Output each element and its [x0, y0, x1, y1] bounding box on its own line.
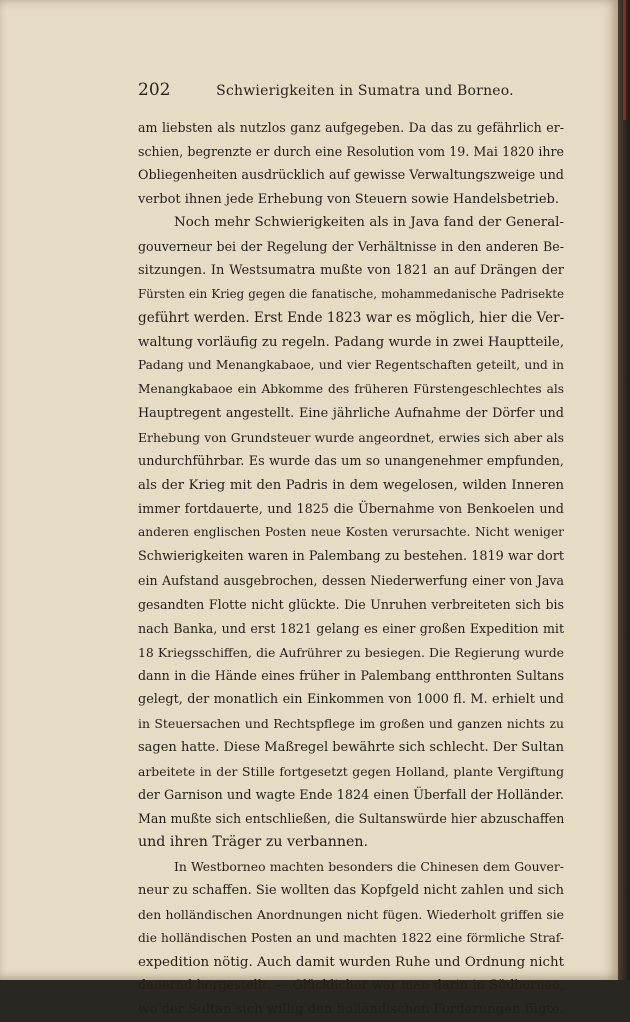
book-edge: [618, 0, 630, 980]
text-line: der Garnison und wagte Ende 1824 einen Überfall der Holländer.: [138, 787, 564, 803]
text-line: geführt werden. Erst Ende 1823 war es möglich, hier die Ver-: [138, 309, 564, 326]
text-line: Obliegenheiten ausdrücklich auf gewisse Verwaltungszweige und: [138, 167, 564, 183]
text-line: den holländischen Anordnungen nicht fügen. Wiederholt griffen sie: [138, 906, 564, 922]
text-line: Erhebung von Grundsteuer wurde angeordnet, erwies sich aber als: [138, 429, 564, 445]
text-line: verbot ihnen jede Erhebung von Steuern sowie Handelsbetrieb.: [138, 191, 559, 207]
text-line: waltung vorläufig zu regeln. Padang wurde in zwei Hauptteile,: [138, 334, 564, 350]
bookmark-ribbon: [623, 0, 626, 120]
text-line: dann in die Hände eines früher in Palembang entthronten Sultans: [138, 668, 564, 684]
text-line: arbeitete in der Stille fortgesetzt gegen Holland, plante Vergiftung: [138, 763, 564, 779]
text-line: Menangkabaoe ein Abkomme des früheren Fürstengeschlechtes als: [138, 382, 564, 397]
text-line: gouverneur bei der Regelung der Verhältnisse in den anderen Be-: [138, 239, 564, 255]
text-line: neur zu schaffen. Sie wollten das Kopfgeld nicht zahlen und sich: [138, 883, 564, 898]
body-text: [138, 116, 564, 1022]
text-line: als der Krieg mit den Padris in dem wegelosen, wilden Inneren: [138, 477, 564, 493]
text-line: am liebsten als nutzlos ganz aufgegeben. Da das zu gefährlich er-: [138, 120, 564, 135]
text-line: expedition nötig. Auch damit wurden Ruhe und Ordnung nicht: [138, 954, 564, 970]
text-line: Hauptregent angestellt. Eine jährliche Aufnahme der Dörfer und: [138, 406, 564, 422]
text-line: sitzungen. In Westsumatra mußte von 1821 an auf Drängen der: [138, 263, 564, 279]
text-line: gelegt, der monatlich ein Einkommen von 1000 fl. M. erhielt und: [138, 692, 564, 708]
text-line: Man mußte sich entschließen, die Sultanswürde hier abzuschaffen: [138, 811, 564, 827]
text-line: Noch mehr Schwierigkeiten als in Java fand der General-: [174, 215, 564, 231]
text-line: immer fortdauerte, und 1825 die Übernahme von Benkoelen und: [138, 501, 564, 517]
text-line: sagen hatte. Diese Maßregel bewährte sich schlecht. Der Sultan: [138, 739, 564, 755]
page-header: [138, 80, 562, 106]
text-line: anderen englischen Posten neue Kosten verursachte. Nicht weniger: [138, 525, 564, 540]
text-line: die holländischen Posten an und machten 1822 eine förmliche Straf-: [138, 930, 564, 945]
text-line: wo der Sultan sich willig den holländischen Forderungen fügte.: [138, 1002, 564, 1018]
text-line: undurchführbar. Es wurde das um so unangenehmer empfunden,: [138, 453, 564, 469]
running-head: Schwierigkeiten in Sumatra und Borneo.: [216, 83, 514, 99]
text-line: Schwierigkeiten waren in Palembang zu bestehen. 1819 war dort: [138, 549, 564, 565]
text-line: 18 Kriegsschiffen, die Aufrührer zu besiegen. Die Regierung wurde: [138, 644, 564, 660]
text-line: ein Aufstand ausgebrochen, dessen Niederwerfung einer von Java: [138, 573, 564, 589]
page-number: 202: [138, 80, 171, 100]
text-line: und ihren Träger zu verbannen.: [138, 834, 369, 851]
text-line: in Steuersachen und Rechtspflege im großen und ganzen nichts zu: [138, 716, 564, 732]
text-line: schien, begrenzte er durch eine Resolution vom 19. Mai 1820 ihre: [138, 143, 564, 159]
text-line: Padang und Menangkabaoe, und vier Regentschaften geteilt, und in: [138, 358, 564, 373]
text-line: In Westborneo machten besonders die Chinesen dem Gouver-: [174, 859, 564, 875]
text-line: gesandten Flotte nicht glückte. Die Unruhen verbreiteten sich bis: [138, 596, 564, 612]
text-line: dauernd hergestellt. — Glücklicher war man darin in Südborneo,: [138, 978, 564, 994]
text-line: Fürsten ein Krieg gegen die fanatische, mohammedanische Padrisekte: [138, 286, 564, 301]
text-line: nach Banka, und erst 1821 gelang es einer großen Expedition mit: [138, 620, 564, 636]
